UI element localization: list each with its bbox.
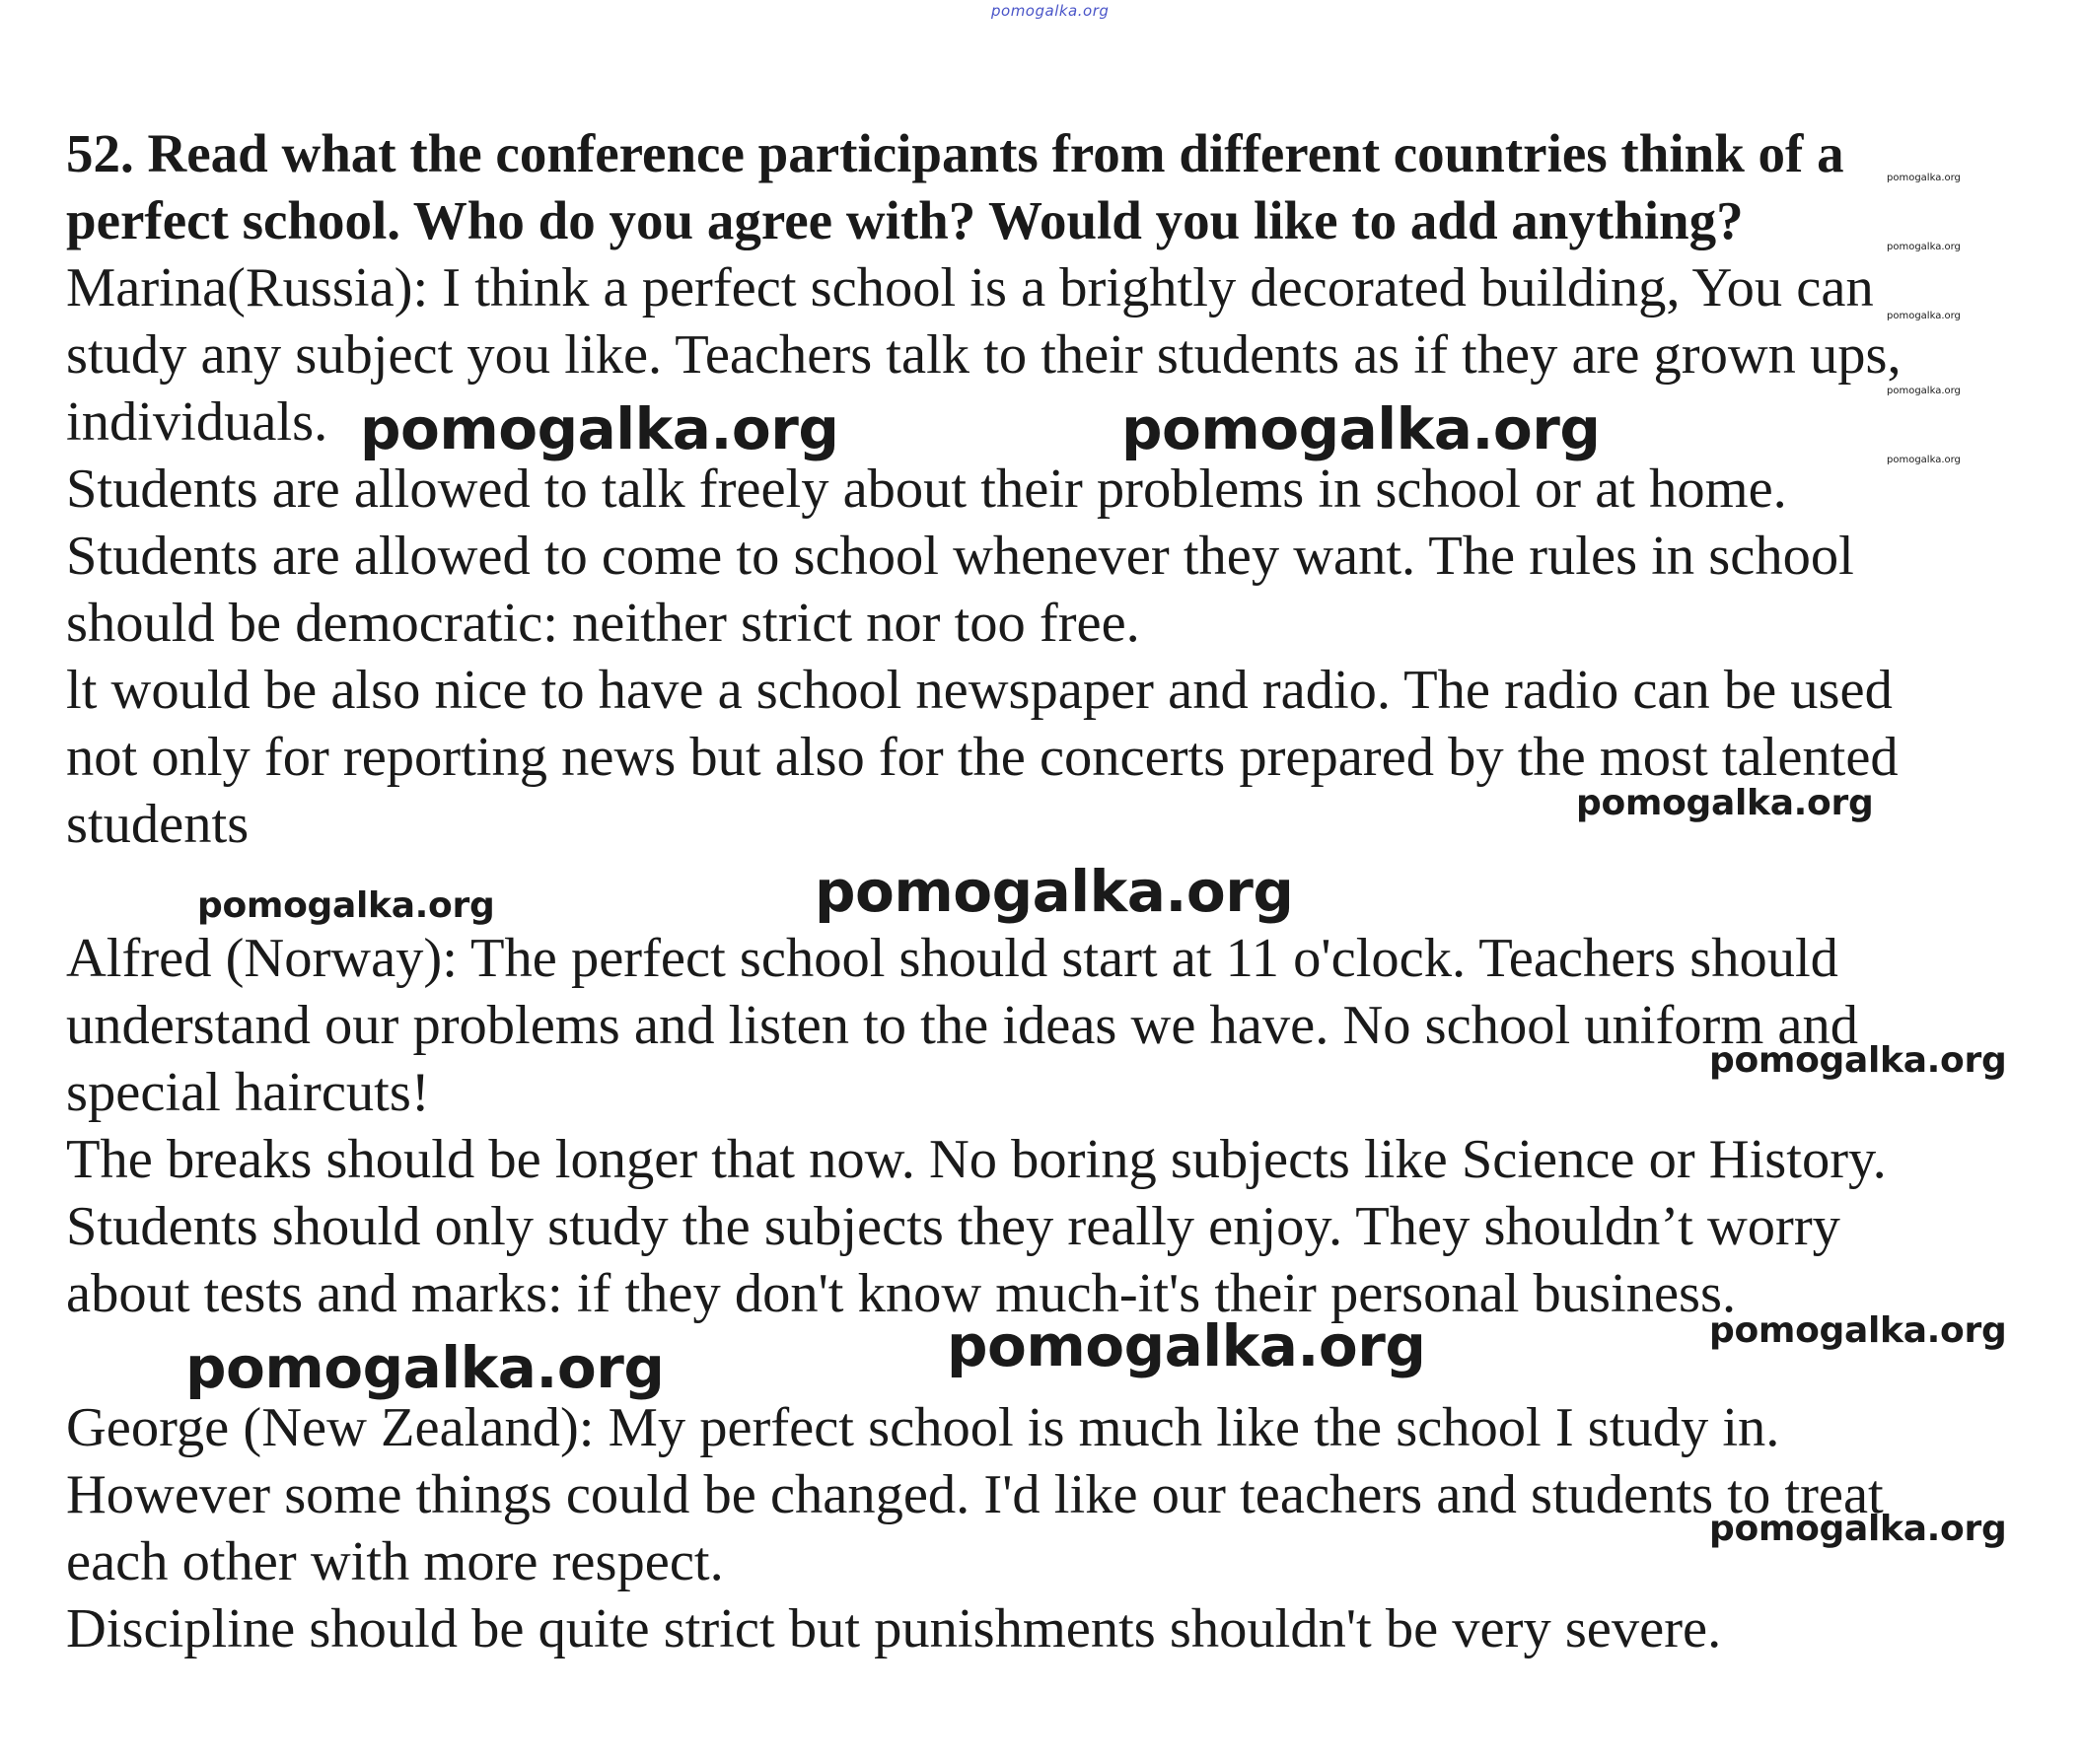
watermark: pomogalka.org bbox=[1887, 311, 1961, 321]
body-line: lt would be also nice to have a school newspaper and radio. The radio can be used bbox=[66, 660, 1893, 721]
watermark: pomogalka.org bbox=[1709, 1509, 2007, 1549]
body-line: Discipline should be quite strict but punishments shouldn't be very severe. bbox=[66, 1598, 1722, 1659]
watermark: pomogalka.org bbox=[947, 1312, 1426, 1379]
body-line: However some things could be changed. I'd like our teachers and students to treat bbox=[66, 1464, 1884, 1525]
body-line: Alfred (Norway): The perfect school should start at 11 o'clock. Teachers should bbox=[66, 928, 1838, 989]
body-line: special haircuts! bbox=[66, 1062, 430, 1123]
watermark: pomogalka.org bbox=[185, 1334, 665, 1401]
watermark: pomogalka.org bbox=[197, 885, 495, 926]
body-line: individuals. bbox=[66, 391, 328, 453]
body-line: Students are allowed to talk freely about their problems in school or at home. bbox=[66, 459, 1787, 520]
body-line: Marina(Russia): I think a perfect school is a brightly decorated building, You can bbox=[66, 257, 1874, 318]
task-heading-line-2: perfect school. Who do you agree with? Would you like to add anything? bbox=[66, 190, 1744, 250]
task-heading-line-1: 52. Read what the conference participants from different countries think of a bbox=[66, 123, 1844, 183]
watermark: pomogalka.org bbox=[1709, 1310, 2007, 1351]
body-line: Students should only study the subjects they really enjoy. They shouldn’t worry bbox=[66, 1196, 1840, 1257]
body-line: students bbox=[66, 794, 250, 855]
body-line: not only for reporting news but also for the concerts prepared by the most talented bbox=[66, 727, 1899, 788]
watermark: pomogalka.org bbox=[1887, 455, 1961, 465]
watermark: pomogalka.org bbox=[1887, 386, 1961, 396]
body-line: understand our problems and listen to the ideas we have. No school uniform and bbox=[66, 995, 1858, 1056]
body-line: George (New Zealand): My perfect school is much like the school I study in. bbox=[66, 1397, 1780, 1458]
body-line: about tests and marks: if they don't know much-it's their personal business. bbox=[66, 1263, 1737, 1324]
body-line: The breaks should be longer that now. No boring subjects like Science or History. bbox=[66, 1129, 1887, 1190]
body-line: Students are allowed to come to school whenever they want. The rules in school bbox=[66, 526, 1854, 587]
watermark: pomogalka.org bbox=[1576, 783, 1874, 823]
watermark: pomogalka.org bbox=[815, 858, 1294, 925]
body-line: study any subject you like. Teachers talk to their students as if they are grown ups, bbox=[66, 324, 1902, 386]
watermark: pomogalka.org bbox=[360, 395, 839, 462]
body-line: should be democratic: neither strict nor too free. bbox=[66, 593, 1140, 654]
watermark: pomogalka.org bbox=[1887, 242, 1961, 252]
body-line: each other with more respect. bbox=[66, 1531, 724, 1592]
watermark: pomogalka.org bbox=[1709, 1040, 2007, 1081]
header-site-mark: pomogalka.org bbox=[991, 2, 1110, 20]
watermark: pomogalka.org bbox=[1121, 395, 1601, 462]
watermark: pomogalka.org bbox=[1887, 173, 1961, 183]
